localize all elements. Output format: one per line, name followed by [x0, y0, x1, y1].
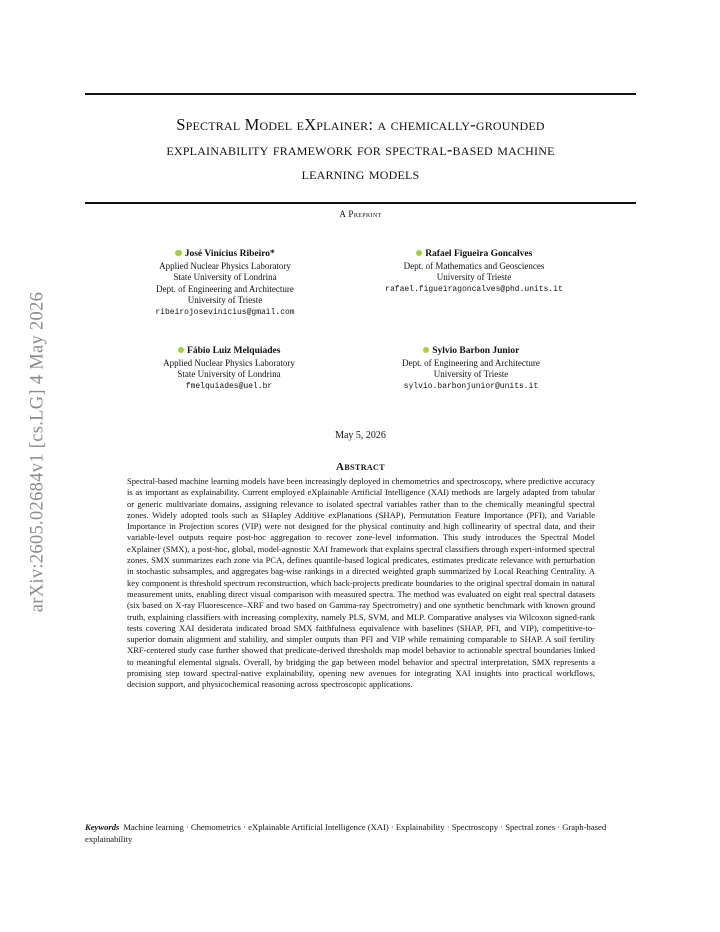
title-line: learning models — [301, 164, 420, 183]
abstract-text: Spectral-based machine learning models have been increasingly deployed in chemometrics and spectroscopy, where predictive accuracy is as important as explainability. Current employed eXplainable Artificial Intelligence (XAI) methods are largely adapted from tabular or generic multivariate domains, assigning relevance to isolated spectral variables rather than to the chemically meaningful spectral zones. Widely adopted tools such as SHapley Additive exPlanations (SHAP), Permutation Feature Importance (PFI), and Variable Importance in Projection scores (VIP) were not designed for the physical continuity and high collinearity of spectral data, and their variable-level outputs require post-hoc aggregation to recover zone-level information. This study introduces the Spectral Model eXplainer (SMX), a post-hoc, global, model-agnostic XAI framework that explains spectral classifiers through expert-informed spectral zones. SMX summarizes each zone via PCA, defines quantile-based logical predicates, estimates predicate relevance with perturbation in stochastic subsamples, and aggregates bag-wise rankings in a directed weighted graph summarized by Local Reaching Centrality. A key component is threshold spectrum reconstruction, which back-projects predicate boundaries to the original spectral domain in natural measurement units, enabling direct visual comparison with measured spectra. The method was evaluated on eight real spectral datasets (six based on X-ray Fluorescence–XRF and two based on Gamma-ray Spectrometry) and one synthetic benchmark with known ground truth, explaining classifiers with increasing complexity, namely PLS, SVM, and MLP. Comparative analyses via Wilcoxon signed-rank tests covering XAI desiderata indicated broad SMX faithfulness equivalence with baselines (SHAP, PFI, and VIP), competitive-to-superior domain alignment and stability, and simpler outputs than PFI and VIP while remaining comparable to SHAP. A soil fertility XRF-centered study case further showed that predicate-derived thresholds map model behavior to actionable spectral boundaries linked to meaningful elemental signals. Overall, by bridging the gap between model behavior and spectral interpretation, SMX represents a promising step toward spectral-native explainability, opening new avenues for integrating XAI insights into practical workflows, decision support, and physicochemical reasoning across spectroscopic applications. — [127, 476, 595, 690]
author-affiliation: State University of Londrina — [177, 369, 281, 380]
author-affiliation: University of Trieste — [436, 272, 512, 283]
author-email[interactable]: rafael.figueiragoncalves@phd.units.it — [385, 284, 563, 294]
orcid-icon[interactable] — [175, 250, 182, 257]
author-name: José Vinícius Ribeiro* — [184, 249, 275, 259]
title-rule-bottom — [85, 202, 636, 204]
author-affiliation: University of Trieste — [187, 295, 263, 306]
publication-date: May 5, 2026 — [335, 430, 386, 441]
orcid-icon[interactable] — [178, 347, 185, 354]
author-affiliation: University of Trieste — [433, 369, 509, 380]
author-affiliation: Applied Nuclear Physics Laboratory — [163, 357, 295, 368]
author-name: Fábio Luiz Melquiades — [187, 346, 281, 356]
author-affiliation: Dept. of Mathematics and Geosciences — [403, 260, 545, 271]
preprint-label: A Preprint — [339, 209, 382, 219]
orcid-icon[interactable] — [416, 250, 423, 257]
author-affiliation: State University of Londrina — [173, 272, 277, 283]
author-block — [110, 249, 340, 319]
author-affiliation: Dept. of Engineering and Architecture — [156, 283, 294, 294]
title-line: Spectral Model eXplainer: a chemically-grounded — [176, 115, 545, 134]
author-block — [358, 249, 590, 295]
author-name: Rafael Figueira Goncalves — [425, 249, 533, 259]
abstract-heading: Abstract — [336, 461, 385, 473]
author-name: Sylvio Barbon Junior — [432, 346, 520, 356]
keywords-list: Machine learning · Chemometrics · eXplainable Artificial Intelligence (XAI) · Explainability · Spectroscopy · Spectral zones · Graph-based explainability — [85, 822, 607, 844]
title-rule-top — [85, 93, 636, 95]
author-email[interactable]: sylvio.barbonjunior@units.it — [403, 381, 539, 391]
keywords-section — [85, 822, 636, 845]
paper-title — [85, 113, 636, 187]
title-line: explainability framework for spectral-based machine — [166, 139, 555, 159]
author-affiliation: Applied Nuclear Physics Laboratory — [159, 260, 291, 271]
author-email[interactable]: ribeirojosevinicius@gmail.com — [155, 307, 295, 317]
author-block — [364, 346, 578, 392]
author-email[interactable]: fmelquiades@uel.br — [185, 381, 273, 391]
keywords-label: Keywords — [85, 822, 120, 832]
arxiv-stamp[interactable]: arXiv:2605.02684v1 [cs.LG] 4 May 2026 — [27, 291, 48, 613]
author-block — [128, 346, 330, 392]
orcid-icon[interactable] — [423, 347, 430, 354]
author-affiliation: Dept. of Engineering and Architecture — [402, 357, 540, 368]
